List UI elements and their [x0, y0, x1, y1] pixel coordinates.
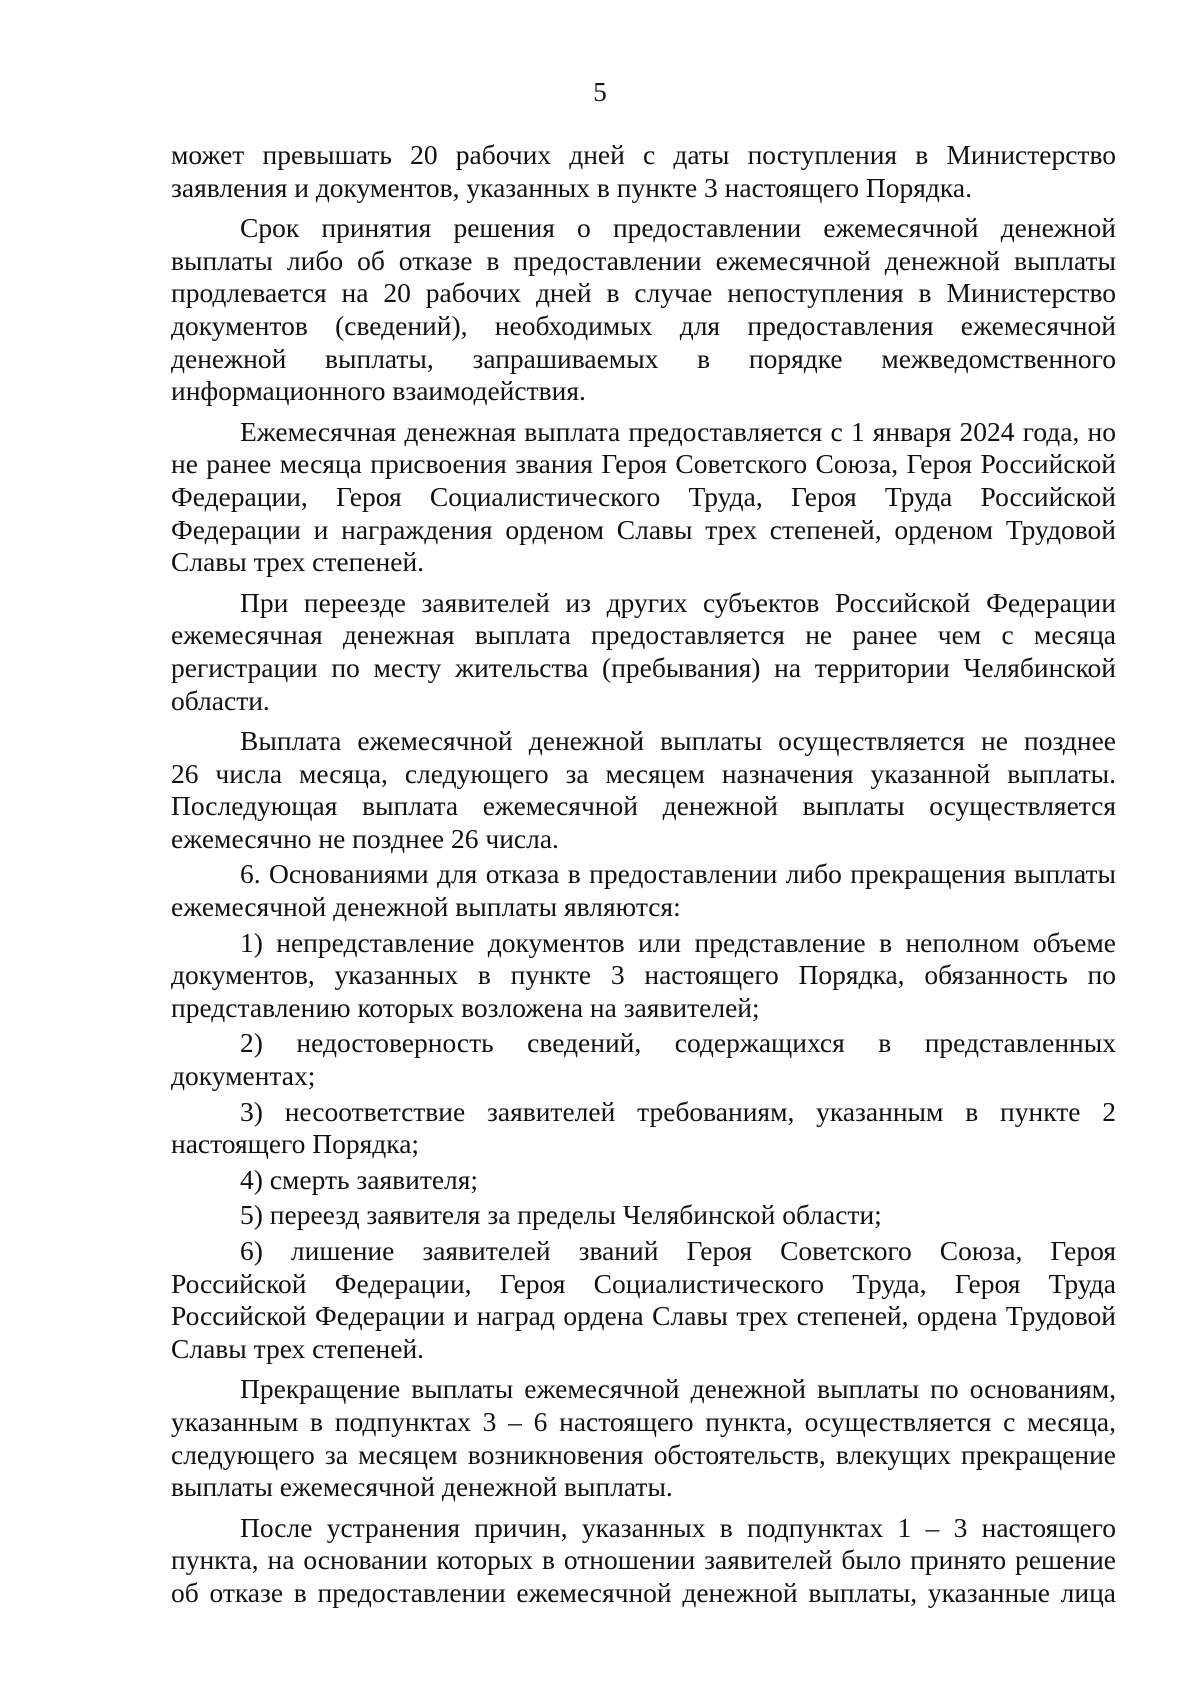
- list-item: [171, 1164, 1116, 1197]
- text-line: 5) переезд заявителя за пределы Челябинской области;: [240, 1199, 882, 1231]
- text-line: Последующая выплата ежемесячной денежной выплаты осуществляется: [171, 790, 1116, 822]
- list-item: [171, 927, 1116, 1025]
- text-line: информационного взаимодействия.: [171, 375, 586, 407]
- list-item: [171, 1199, 1116, 1232]
- page-number: 5: [593, 77, 607, 107]
- paragraph: [171, 212, 1116, 408]
- text-line: области.: [171, 684, 270, 716]
- paragraph: [171, 416, 1116, 579]
- list-item: [171, 1096, 1116, 1161]
- text-line: регистрации по месту жительства (пребывания) на территории Челябинской: [171, 651, 1116, 683]
- text-line: 6) лишение заявителей званий Героя Советского Союза, Героя: [240, 1235, 1116, 1266]
- paragraph: [171, 1512, 1116, 1610]
- text-line: ежемесячная денежная выплата предоставляется не ранее чем с месяца: [171, 619, 1116, 651]
- text-line: Российской Федерации, Героя Социалистического Труда, Героя Труда: [171, 1267, 1116, 1299]
- paragraph: [171, 725, 1116, 855]
- text-line: пункта, на основании которых в отношении заявителей было принято решение: [171, 1544, 1116, 1576]
- list-item: [171, 1027, 1116, 1092]
- text-line: продлевается на 20 рабочих дней в случае непоступления в Министерство: [171, 277, 1116, 309]
- paragraph: [171, 1373, 1116, 1503]
- list-item: [171, 1235, 1116, 1365]
- text-line: представлению которых возложена на заявителей;: [171, 991, 760, 1023]
- paragraph: [171, 858, 1116, 923]
- text-line: не ранее месяца присвоения звания Героя Советского Союза, Героя Российской: [171, 448, 1116, 480]
- text-line: 1) непредставление документов или представление в неполном объеме: [240, 926, 1116, 958]
- text-line: Российской Федерации и наград ордена Славы трех степеней, ордена Трудовой: [171, 1300, 1116, 1332]
- text-line: документов, указанных в пункте 3 настоящего Порядка, обязанность по: [171, 959, 1116, 991]
- text-line: Славы трех степеней.: [171, 1332, 425, 1364]
- text-line: заявления и документов, указанных в пункте 3 настоящего Порядка.: [171, 171, 972, 203]
- text-line: ежемесячной денежной выплаты являются:: [171, 891, 681, 923]
- text-line: Федерации и награждения орденом Славы трех степеней, орденом Трудовой: [171, 513, 1116, 545]
- text-line: Срок принятия решения о предоставлении ежемесячной денежной: [240, 212, 1116, 244]
- document-body: [171, 139, 1116, 1610]
- text-line: документов (сведений), необходимых для предоставления ежемесячной: [171, 309, 1116, 341]
- paragraph: [171, 587, 1116, 717]
- text-line: Выплата ежемесячной денежной выплаты осуществляется не позднее: [240, 725, 1116, 757]
- text-line: Федерации, Героя Социалистического Труда, Героя Труда Российской: [171, 480, 1116, 512]
- text-line: выплаты ежемесячной денежной выплаты.: [171, 1471, 673, 1503]
- text-line: Прекращение выплаты ежемесячной денежной выплаты по основаниям,: [240, 1373, 1116, 1405]
- text-line: следующего за месяцем возникновения обстоятельств, влекущих прекращение: [171, 1438, 1116, 1470]
- text-line: денежной выплаты, запрашиваемых в порядке межведомственного: [171, 342, 1116, 374]
- text-line: об отказе в предоставлении ежемесячной денежной выплаты, указанные лица: [171, 1576, 1116, 1608]
- text-line: 3) несоответствие заявителей требованиям, указанным в пункте 2: [240, 1095, 1116, 1127]
- text-line: выплаты либо об отказе в предоставлении ежемесячной денежной выплаты: [171, 244, 1116, 276]
- text-line: может превышать 20 рабочих дней с даты поступления в Министерство: [171, 139, 1116, 170]
- text-line: После устранения причин, указанных в подпунктах 1 – 3 настоящего: [240, 1511, 1116, 1543]
- text-line: 6. Основаниями для отказа в предоставлении либо прекращения выплаты: [240, 858, 1116, 890]
- text-line: Ежемесячная денежная выплата предоставляется с 1 января 2024 года, но: [240, 415, 1116, 447]
- paragraph: [171, 139, 1116, 204]
- text-line: 26 числа месяца, следующего за месяцем назначения указанной выплаты.: [171, 757, 1116, 789]
- text-line: 2) недостоверность сведений, содержащихся в представленных: [240, 1027, 1116, 1059]
- text-line: документах;: [171, 1060, 316, 1092]
- text-line: ежемесячно не позднее 26 числа.: [171, 822, 559, 854]
- text-line: 4) смерть заявителя;: [240, 1163, 479, 1195]
- text-line: Славы трех степеней.: [171, 546, 425, 578]
- text-line: При переезде заявителей из других субъектов Российской Федерации: [240, 586, 1116, 618]
- text-line: настоящего Порядка;: [171, 1128, 420, 1160]
- text-line: указанным в подпунктах 3 – 6 настоящего пункта, осуществляется с месяца,: [171, 1405, 1116, 1437]
